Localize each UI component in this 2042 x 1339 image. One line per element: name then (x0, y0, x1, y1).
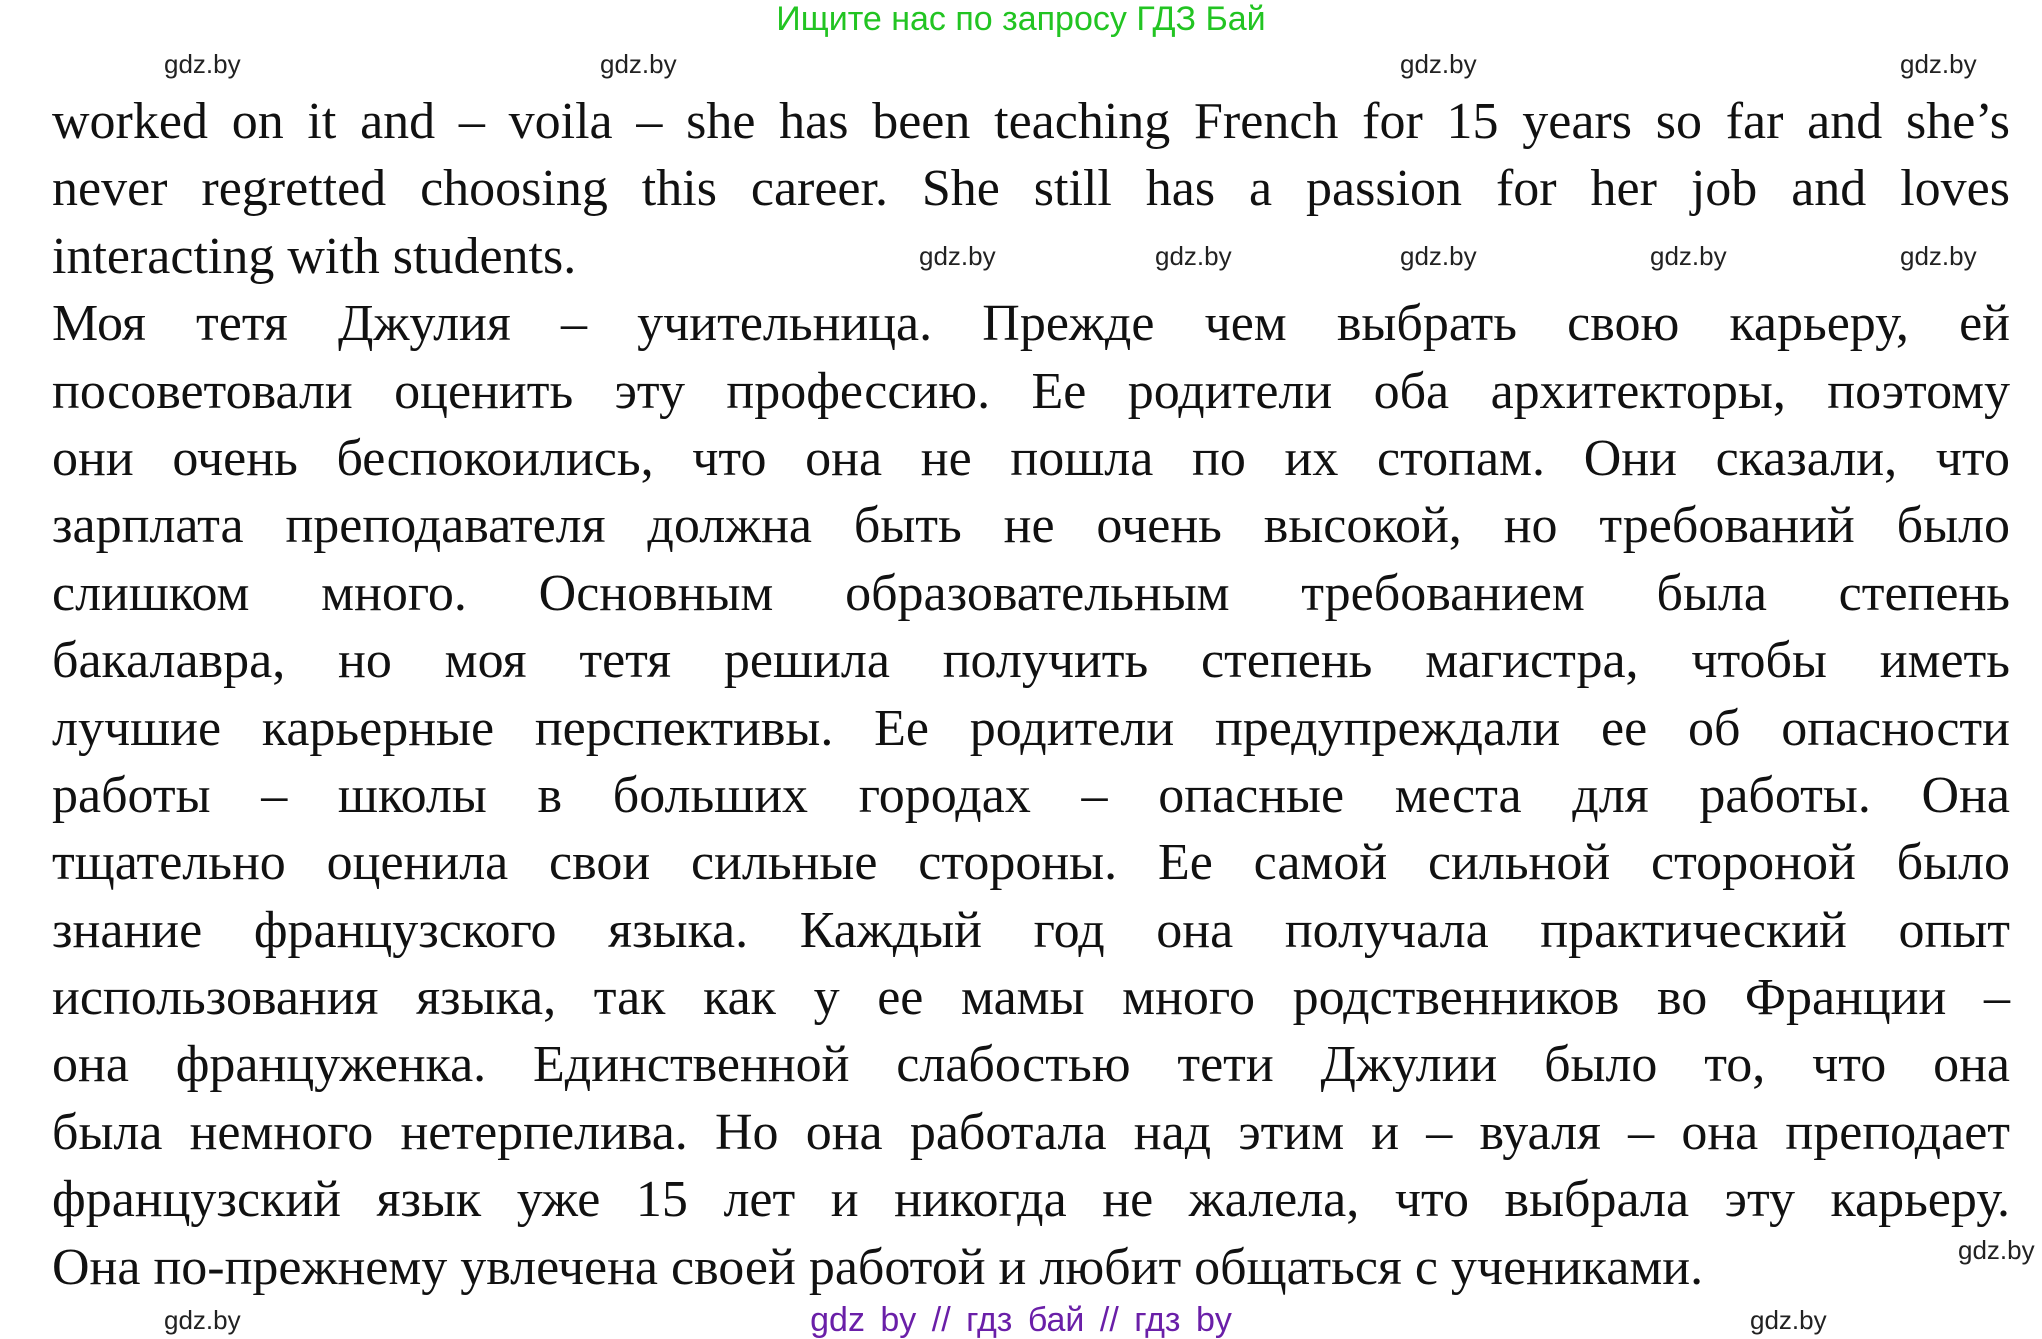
watermark: gdz.by (1650, 241, 1727, 271)
search-banner: Ищите нас по запросу ГДЗ Бай (776, 0, 1266, 38)
text-line: работы – школы в больших городах – опасные места для работы. Она (52, 766, 2010, 824)
text-line: зарплата преподавателя должна быть не очень высокой, но требований было (52, 497, 2010, 555)
footer-bar (0, 1302, 2042, 1338)
text-line: использования языка, так как у ее мамы много родственников во Франции – (52, 969, 2010, 1027)
text-line: бакалавра, но моя тетя решила получить степень магистра, чтобы иметь (52, 632, 2010, 690)
text-line: они очень беспокоились, что она не пошла по их стопам. Они сказали, что (52, 429, 2010, 487)
watermark: gdz.by (164, 1305, 241, 1335)
watermark: gdz.by (1900, 241, 1977, 271)
text-line: Она по-прежнему увлечена своей работой и любит общаться с учениками. (52, 1238, 1704, 1296)
text-line: французский язык уже 15 лет и никогда не жалела, что выбрала эту карьеру. (52, 1171, 2010, 1229)
watermark: gdz.by (1750, 1305, 1827, 1335)
watermark: gdz.by (1400, 49, 1477, 79)
text-line: interacting with students. (52, 227, 577, 285)
footer-watermark: gdz by // гдз бай // гдз by (810, 1301, 1232, 1339)
text-line: была немного нетерпелива. Но она работала над этим и – вуаля – она преподает (52, 1103, 2010, 1161)
text-line: слишком много. Основным образовательным требованием была степень (52, 564, 2010, 622)
watermark: gdz.by (1900, 49, 1977, 79)
watermark: gdz.by (919, 241, 996, 271)
watermark: gdz.by (600, 49, 677, 79)
watermark: gdz.by (1400, 241, 1477, 271)
text-line: never regretted choosing this career. She still has a passion for her job and loves (52, 160, 2010, 218)
watermark: gdz.by (1155, 241, 1232, 271)
watermark: gdz.by (164, 49, 241, 79)
text-line: лучшие карьерные перспективы. Ее родители предупреждали ее об опасности (52, 699, 2010, 757)
text-line: тщательно оценила свои сильные стороны. Ее самой сильной стороной было (52, 834, 2010, 892)
text-line: посоветовали оценить эту профессию. Ее родители оба архитекторы, поэтому (52, 362, 2010, 420)
text-line: Моя тетя Джулия – учительница. Прежде чем выбрать свою карьеру, ей (52, 295, 2010, 353)
watermark: gdz.by (1958, 1235, 2035, 1265)
text-line: знание французского языка. Каждый год она получала практический опыт (52, 901, 2010, 959)
text-line: worked on it and – voila – she has been teaching French for 15 years so far and she’s (52, 93, 2010, 150)
text-line: она француженка. Единственной слабостью тети Джулии было то, что она (52, 1036, 2010, 1094)
